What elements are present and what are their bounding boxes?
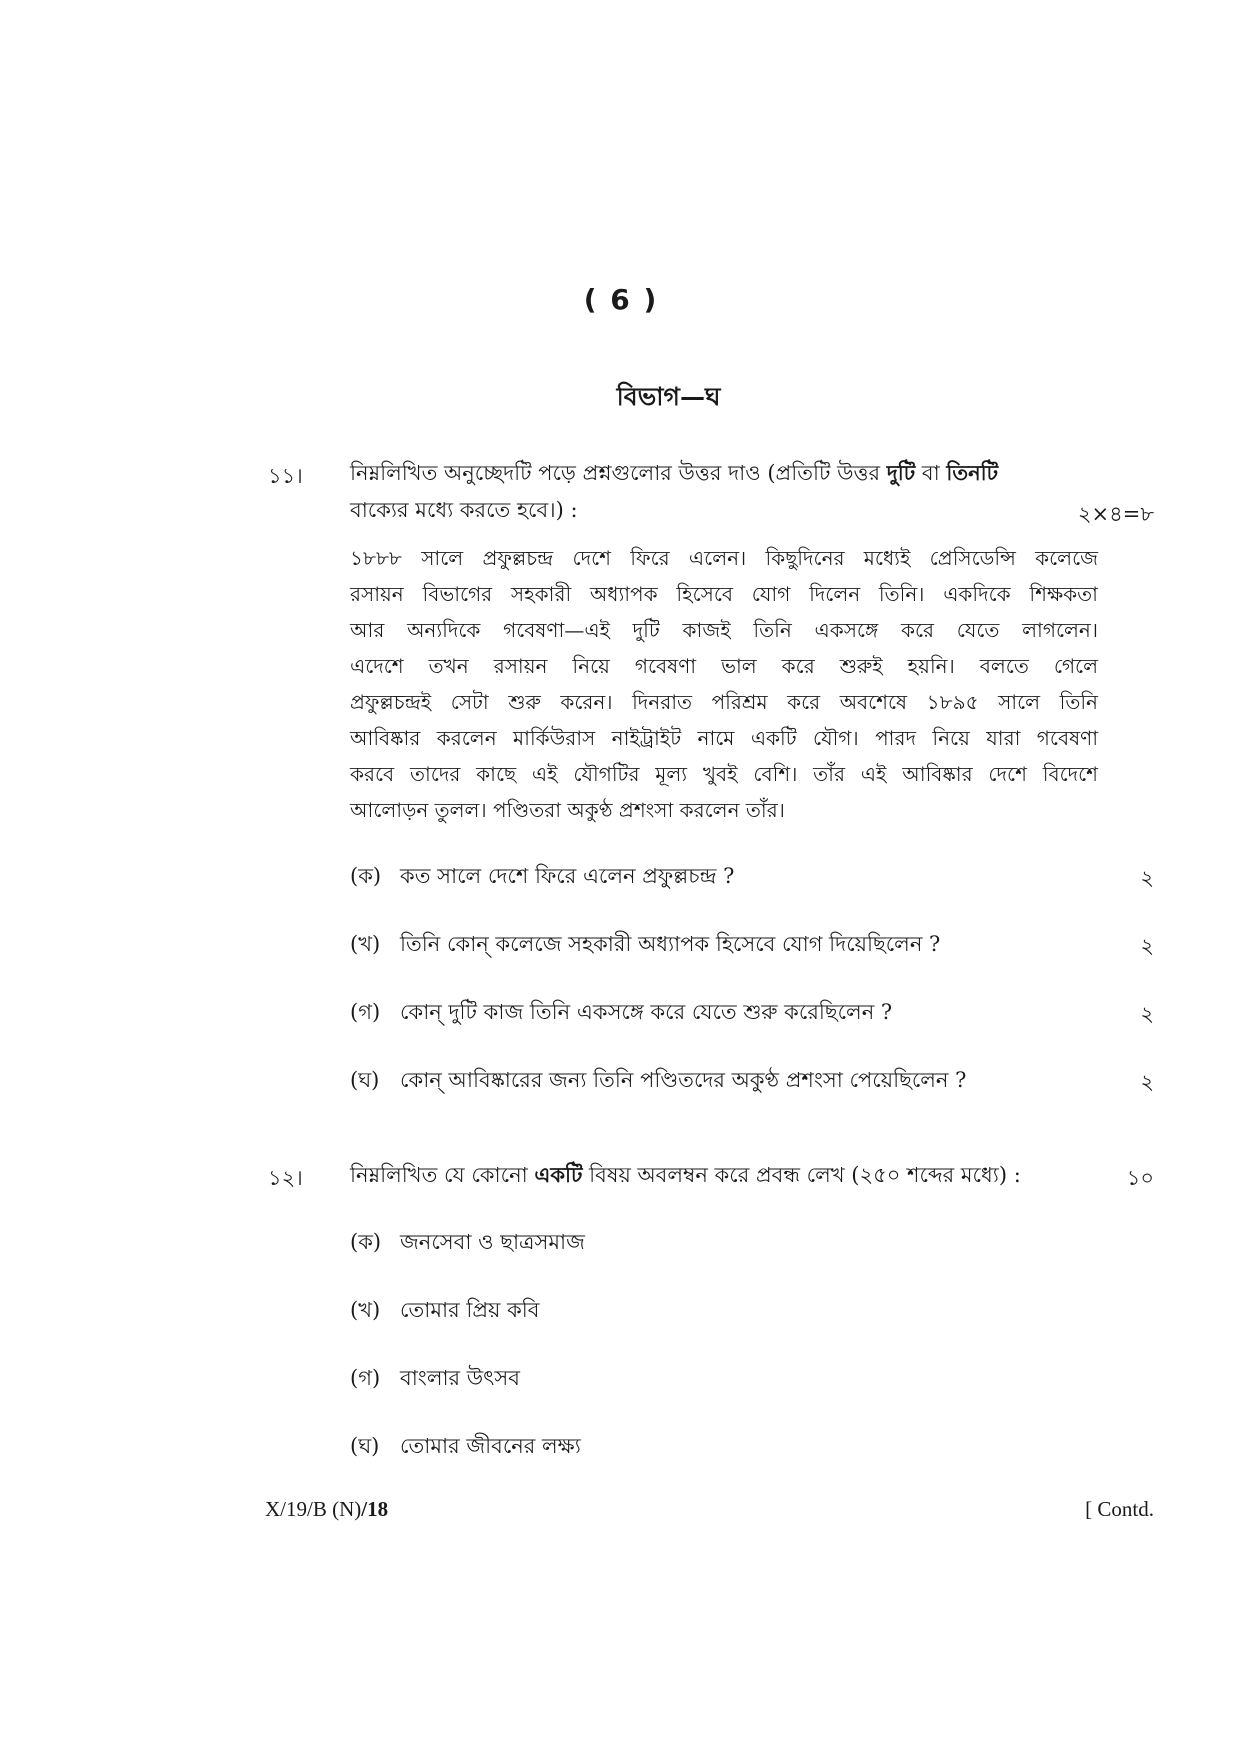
subquestion [350,1064,966,1099]
passage [350,540,1098,828]
essay-option [350,1226,585,1261]
option-text: তোমার প্রিয় কবি [400,1298,540,1322]
subquestion [350,928,940,963]
instruction-bold-text: তিনটি [946,460,999,485]
instruction-bold-text: দুটি [886,460,916,485]
subquestion-text: কোন্ দুটি কাজ তিনি একসঙ্গে করে যেতে শুরু করেছিলেন ? [400,1000,893,1024]
subquestion [350,860,734,895]
option-label: (খ) [350,1298,381,1322]
passage-line: আবিষ্কার করলেন মার্কিউরাস নাইট্রাইট নামে একটি যৌগ। পারদ নিয়ে যারা গবেষণা [350,726,1098,750]
passage-line: রসায়ন বিভাগের সহকারী অধ্যাপক হিসেবে যোগ দিলেন তিনি। একদিকে শিক্ষকতা [350,582,1098,606]
subquestion-label: (খ) [350,932,381,956]
subquestion-text: কোন্ আবিষ্কারের জন্য তিনি পণ্ডিতদের অকুণ্ঠ প্রশংসা পেয়েছিলেন ? [400,1068,967,1092]
instruction-bold-text: একটি [534,1162,583,1187]
passage-line: করবে তাদের কাছে এই যৌগটির মূল্য খুবই বেশি। তাঁর এই আবিষ্কার দেশে বিদেশে [350,762,1098,786]
question-marks: ১০ [1126,1166,1154,1190]
subquestion-label: (গ) [350,1000,381,1024]
section-title: বিভাগ—ঘ [616,382,721,411]
question-instruction-line1 [350,1158,1021,1192]
subquestion-marks: ২ [1140,1070,1154,1094]
passage-line: আর অন্যদিকে গবেষণা—এই দুটি কাজই তিনি একসঙ্গে করে যেতে লাগলেন। [350,618,1098,642]
question-number: ১২। [268,1166,303,1190]
subquestion-text: কত সালে দেশে ফিরে এলেন প্রফুল্লচন্দ্র ? [400,864,735,888]
option-label: (গ) [350,1366,381,1390]
subquestion-text: তিনি কোন্ কলেজে সহকারী অধ্যাপক হিসেবে যোগ দিয়েছিলেন ? [400,932,941,956]
question-instruction-line1 [350,456,998,490]
passage-line: ১৮৮৮ সালে প্রফুল্লচন্দ্র দেশে ফিরে এলেন। কিছুদিনের মধ্যেই প্রেসিডেন্সি কলেজে [350,546,1098,570]
instruction-text: বা [915,461,947,485]
subquestion-label: (ঘ) [350,1068,380,1092]
option-label: (ঘ) [350,1434,380,1458]
question-marks: ২×৪=৮ [1077,502,1154,526]
subquestion-label: (ক) [350,864,382,888]
essay-option [350,1294,539,1329]
paper-code [265,1497,388,1522]
passage-line: আলোড়ন তুলল। পণ্ডিতরা অকুণ্ঠ প্রশংসা করলেন তাঁর। [350,798,785,822]
option-text: জনসেবা ও ছাত্রসমাজ [400,1230,585,1254]
option-label: (ক) [350,1230,382,1254]
instruction-text: বিষয় অবলম্বন করে প্রবন্ধ লেখ (২৫০ শব্দের মধ্যে) : [582,1163,1021,1187]
subquestion-marks: ২ [1140,934,1154,958]
essay-option [350,1362,520,1397]
subquestion-marks: ২ [1140,1002,1154,1026]
paper-code-prefix: X/19/B (N) [265,1497,362,1521]
instruction-text: নিম্নলিখিত অনুচ্ছেদটি পড়ে প্রশ্নগুলোর উত্তর দাও (প্রতিটি উত্তর [350,461,887,485]
subquestion [350,996,892,1031]
instruction-text: নিম্নলিখিত যে কোনো [350,1163,535,1187]
passage-line: এদেশে তখন রসায়ন নিয়ে গবেষণা ভাল করে শুরুই হয়নি। বলতে গেলে [350,654,1098,678]
question-number: ১১। [268,464,303,488]
option-text: তোমার জীবনের লক্ষ্য [400,1434,581,1458]
subquestion-marks: ২ [1140,866,1154,890]
passage-line: প্রফুল্লচন্দ্রই সেটা শুরু করেন। দিনরাত পরিশ্রম করে অবশেষে ১৮৯৫ সালে তিনি [350,690,1098,714]
essay-option [350,1430,581,1465]
continued-note: [ Contd. [1085,1497,1154,1521]
question-instruction-line2: বাক্যের মধ্যে করতে হবে।) : [350,498,578,522]
page-number: ( 6 ) [583,283,659,316]
option-text: বাংলার উৎসব [400,1366,520,1390]
paper-code-suffix: /18 [361,1497,389,1521]
